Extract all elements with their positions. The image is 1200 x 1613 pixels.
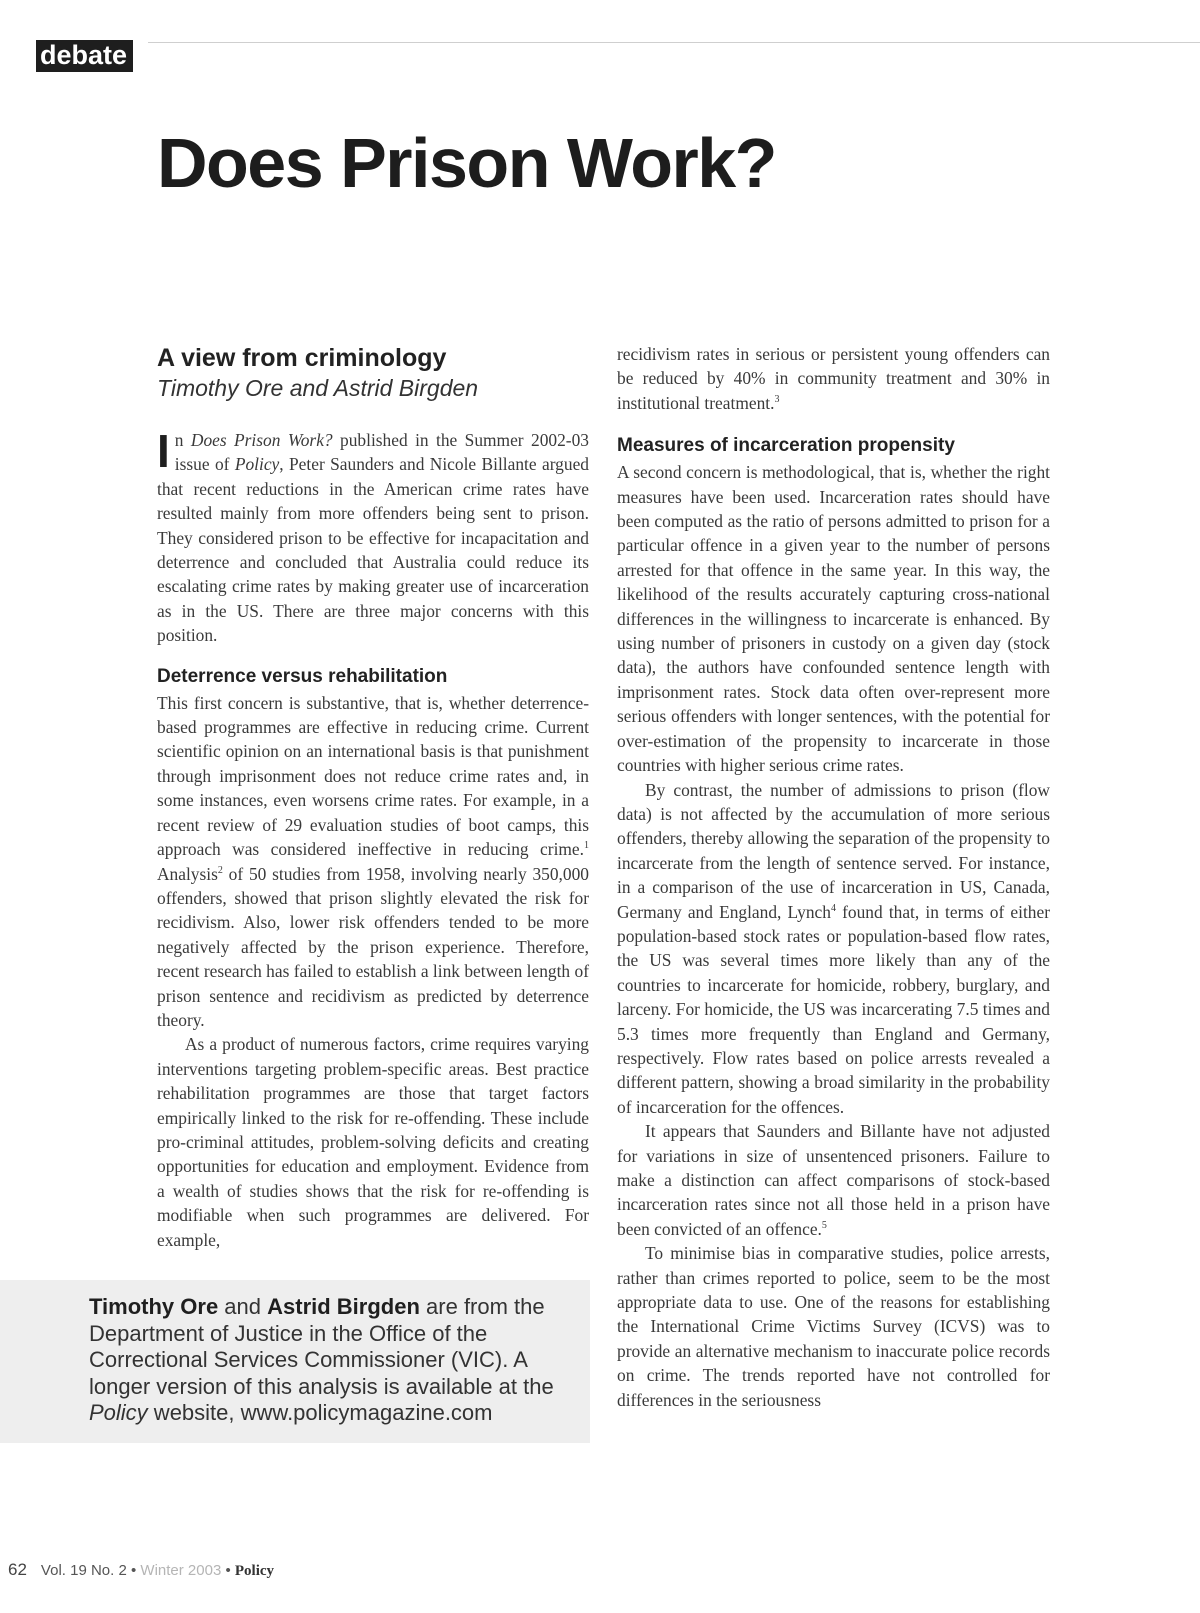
- body-paragraph: It appears that Saunders and Billante have not adjusted for variations in size of unsentenced prisoners. Failure to make a distinction can affect comparisons of stock-based incarceration rates since not all those held in a prison have been convicted of an offence.$^5$: [617, 1121, 1050, 1239]
- magazine-name: Policy: [234, 1563, 275, 1579]
- footnote-ref: 4: [830, 902, 836, 914]
- article-subtitle: A view from criminology: [157, 344, 447, 372]
- intro-paragraph: In Does Prison Work? published in the Summer 2002-03 issue of Policy, Peter Saunders and Nicole Billante argued that recent reductions in the American crime rates have resulted mainly from more offenders being sent to prison. They considered prison to be effective for incapacitation and deterrence and concluded that Australia could reduce its escalating crime rates by making greater use of incarceration as in the US. There are three major concerns with this position.: [157, 425, 589, 646]
- section-heading-measures: Measures of incarceration propensity: [617, 435, 955, 457]
- body-paragraph: As a product of numerous factors, crime requires varying interventions targeting problem-specific areas. Best practice rehabilitation programmes are those that target factors empirically linked to the risk for re-offending. These include pro-criminal attitudes, problem-solving deficits and creating opportunities for education and employment. Evidence from a wealth of studies shows that the risk for re-offending is modifiable when such programmes are delivered. For example,: [157, 1034, 589, 1250]
- section-heading-deterrence: Deterrence versus rehabilitation: [157, 665, 448, 687]
- body-paragraph: To minimise bias in comparative studies, police arrests, rather than crimes reported to police, seem to be the most appropriate data to use. One of the reasons for establishing the International Crime Victims Survey (ICVS) was to provide an alternative mechanism to inaccurate police records on crime. The trends reported have not controlled for differences in the seriousness: [617, 1243, 1050, 1410]
- issue-season: Winter 2003: [140, 1562, 222, 1579]
- footnote-ref: 5: [821, 1220, 827, 1232]
- author-bio: Timothy Ore and Astrid Birgden are from the Department of Justice in the Office of the Correctional Services Commissioner (VIC). A longer version of this analysis is available at the Policy website, www.policymagazine.com: [89, 1294, 554, 1425]
- header-rule: [148, 42, 1200, 43]
- issue-volume: Vol. 19 No. 2 •: [40, 1562, 141, 1579]
- bio-magazine-name: Policy: [89, 1400, 148, 1425]
- cited-article-title: Does Prison Work?: [190, 430, 333, 450]
- section-tag: debate: [36, 40, 133, 72]
- footnote-ref: 2: [217, 864, 223, 876]
- bio-author-name: Timothy Ore: [89, 1294, 219, 1319]
- body-paragraph: This first concern is substantive, that is, whether deterrence-based programmes are effective in reducing crime. Current scientific opinion on an international basis is that punishment through imprisonment does not reduce crime rates and, in some instances, even worsens crime rates. For example, in a recent review of 29 evaluation studies of boot camps, this approach was considered ineffective in reducing crime.$^1$ Analysis$^2$ of 50 studies from 1958, involving nearly 350,000 offenders, showed that prison slightly elevated the risk for recidivism. Also, lower risk offenders tended to be more negatively affected by the prison experience. Therefore, recent research has failed to establish a link between length of prison sentence and recidivism as predicted by deterrence theory.: [157, 692, 589, 1030]
- body-paragraph: A second concern is methodological, that is, whether the right measures have been used. Incarceration rates should have been computed as the ratio of persons admitted to prison for a particular offence in a given year to the number of persons arrested for that offence in the same year. In this way, the likelihood of the results accurately capturing cross-national differences in the willingness to incarcerate is enhanced. By using number of prisoners in custody on a given day (stock data), the authors have confounded sentence length with imprisonment rates. Stock data often over-represent more serious offenders with longer sentences, with the potential for over-estimation of the propensity to incarcerate in those countries with higher serious crime rates.: [617, 462, 1050, 776]
- journal-name: Policy: [234, 454, 280, 475]
- article-authors: Timothy Ore and Astrid Birgden: [157, 375, 479, 401]
- page-footer: 62 Vol. 19 No. 2 • Winter 2003 • Policy: [8, 1560, 275, 1579]
- body-paragraph: By contrast, the number of admissions to prison (flow data) is not affected by the accumulation of more serious offenders, thereby allowing the separation of the propensity to incarcerate from the length of sentence served. For instance, in a comparison of the use of incarceration in US, Canada, Germany and England, Lynch$^4$ found that, in terms of either population-based stock rates or population-based flow rates, the US was several times more likely than any of the countries to incarcerate for homicide, robbery, burglary, and larceny. For homicide, the US was incarcerating 7.5 times and 5.3 times more frequently than England and Germany, respectively. Flow rates based on police arrests revealed a different pattern, showing a broad similarity in the probability of incarceration for the offences.: [617, 779, 1050, 1117]
- page-title: Does Prison Work?: [157, 124, 776, 202]
- body-paragraph: recidivism rates in serious or persistent young offenders can be reduced by 40% in community treatment and 30% in institutional treatment.$^3$: [617, 344, 1050, 413]
- right-column: [617, 342, 1050, 1412]
- footnote-ref: 3: [774, 394, 780, 406]
- drop-cap: I: [157, 425, 170, 477]
- left-column: [157, 342, 589, 1252]
- page-number: 62: [8, 1560, 27, 1579]
- bio-website: website, www.policymagazine.com: [147, 1400, 493, 1425]
- footnote-ref: 1: [584, 840, 589, 852]
- bio-author-name: Astrid Birgden: [267, 1294, 420, 1319]
